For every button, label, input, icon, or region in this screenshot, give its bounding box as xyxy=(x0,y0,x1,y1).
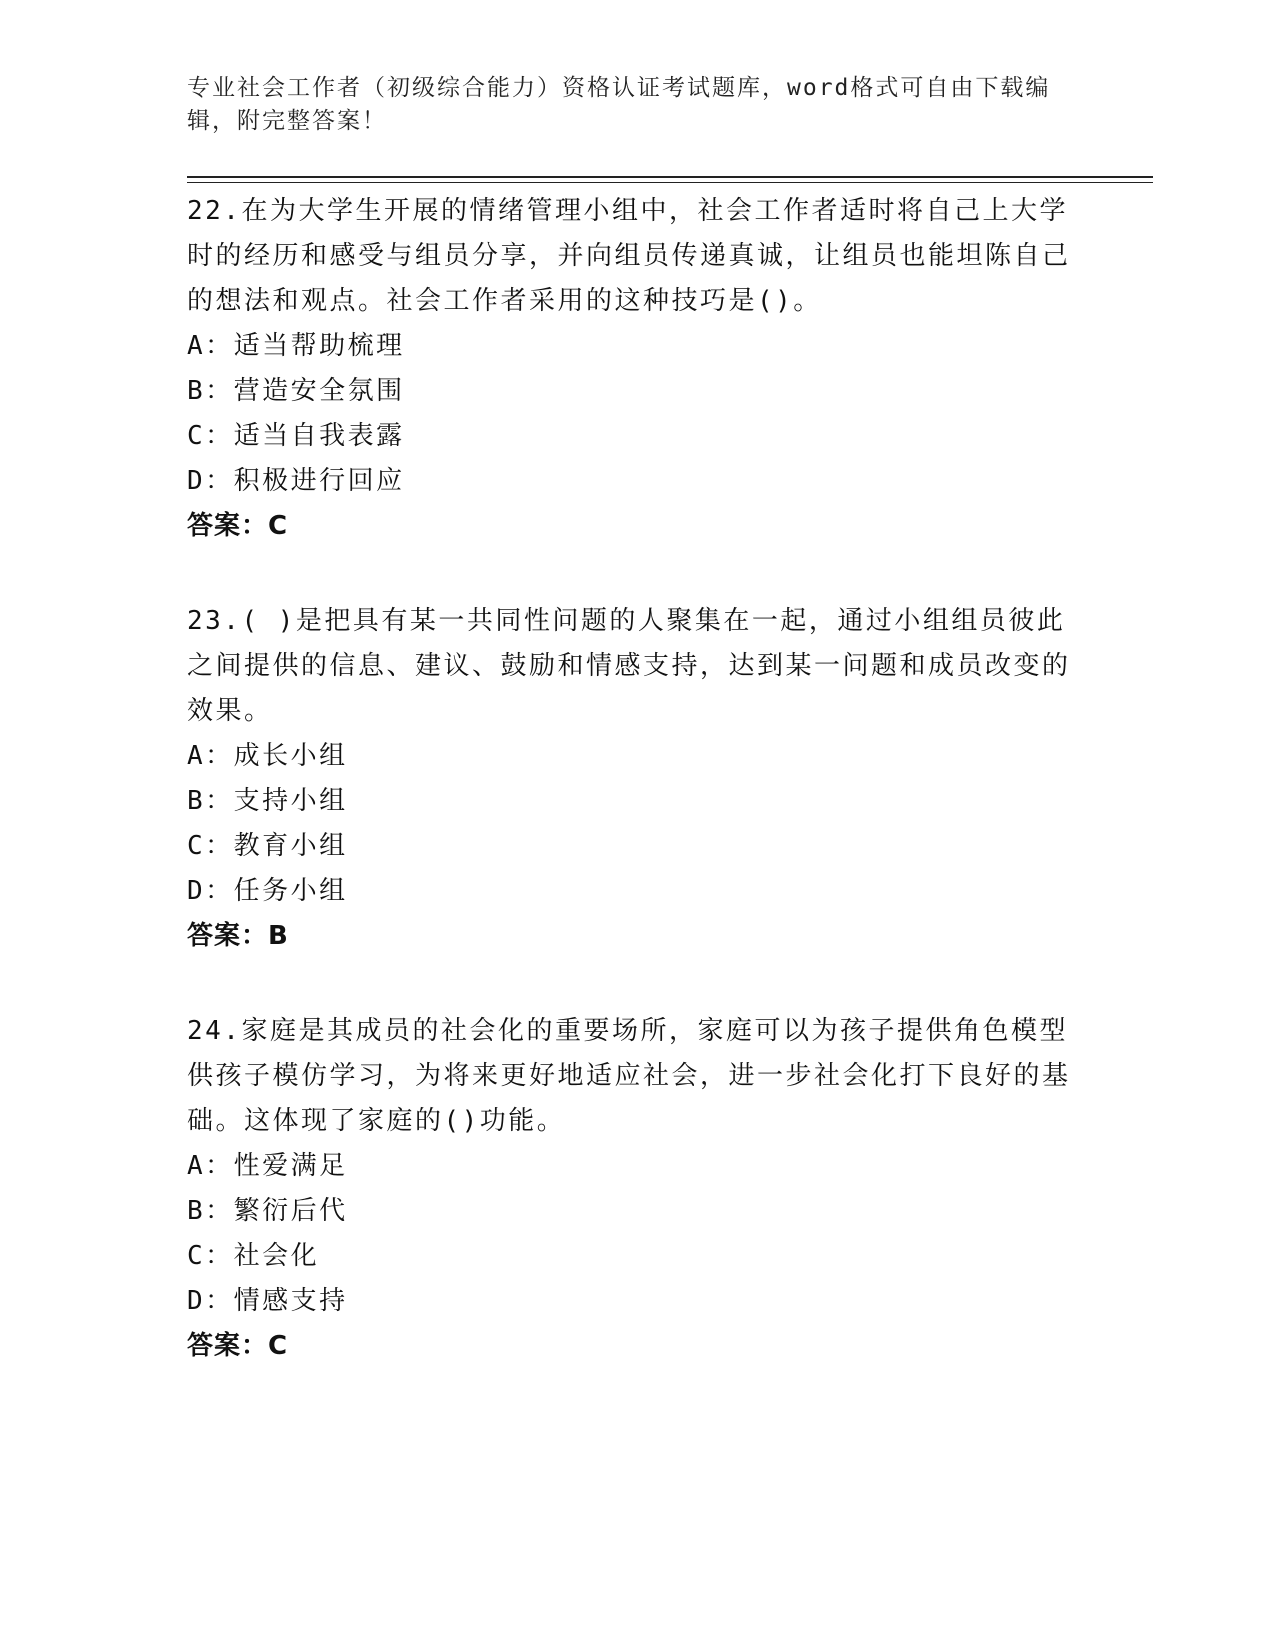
option-d: D：任务小组 xyxy=(187,876,348,906)
option-c: C：教育小组 xyxy=(187,831,348,861)
option-c: C：适当自我表露 xyxy=(187,421,405,451)
question-stem: 22.在为大学生开展的情绪管理小组中，社会工作者适时将自己上大学时的经历和感受与组员分享，并向组员传递真诚，让组员也能坦陈自己的想法和观点。社会工作者采用的这种技巧是()。 xyxy=(187,196,1071,316)
document-header: 专业社会工作者（初级综合能力）资格认证考试题库，word格式可自由下载编辑，附完整答案！ xyxy=(187,75,1051,134)
question-stem: 23.( )是把具有某一共同性问题的人聚集在一起，通过小组组员彼此之间提供的信息、建议、鼓励和情感支持，达到某一问题和成员改变的效果。 xyxy=(187,606,1071,726)
answer: 答案：C xyxy=(187,1331,289,1361)
option-b: B：繁衍后代 xyxy=(187,1196,348,1226)
option-c: C：社会化 xyxy=(187,1241,320,1271)
option-d: D：情感支持 xyxy=(187,1286,348,1316)
option-a: A：适当帮助梳理 xyxy=(187,331,405,361)
option-b: B：支持小组 xyxy=(187,786,348,816)
option-d: D：积极进行回应 xyxy=(187,466,405,496)
answer: 答案：B xyxy=(187,921,289,951)
header-rule-thick xyxy=(187,176,1153,178)
header-rule-thin xyxy=(187,182,1153,183)
option-a: A：成长小组 xyxy=(187,741,348,771)
question-23 xyxy=(187,599,1087,959)
answer: 答案：C xyxy=(187,511,289,541)
question-24 xyxy=(187,1009,1087,1369)
option-b: B：营造安全氛围 xyxy=(187,376,405,406)
option-a: A：性爱满足 xyxy=(187,1151,348,1181)
question-stem: 24.家庭是其成员的社会化的重要场所，家庭可以为孩子提供角色模型供孩子模仿学习，为将来更好地适应社会，进一步社会化打下良好的基础。这体现了家庭的()功能。 xyxy=(187,1016,1071,1136)
question-22 xyxy=(187,189,1087,549)
